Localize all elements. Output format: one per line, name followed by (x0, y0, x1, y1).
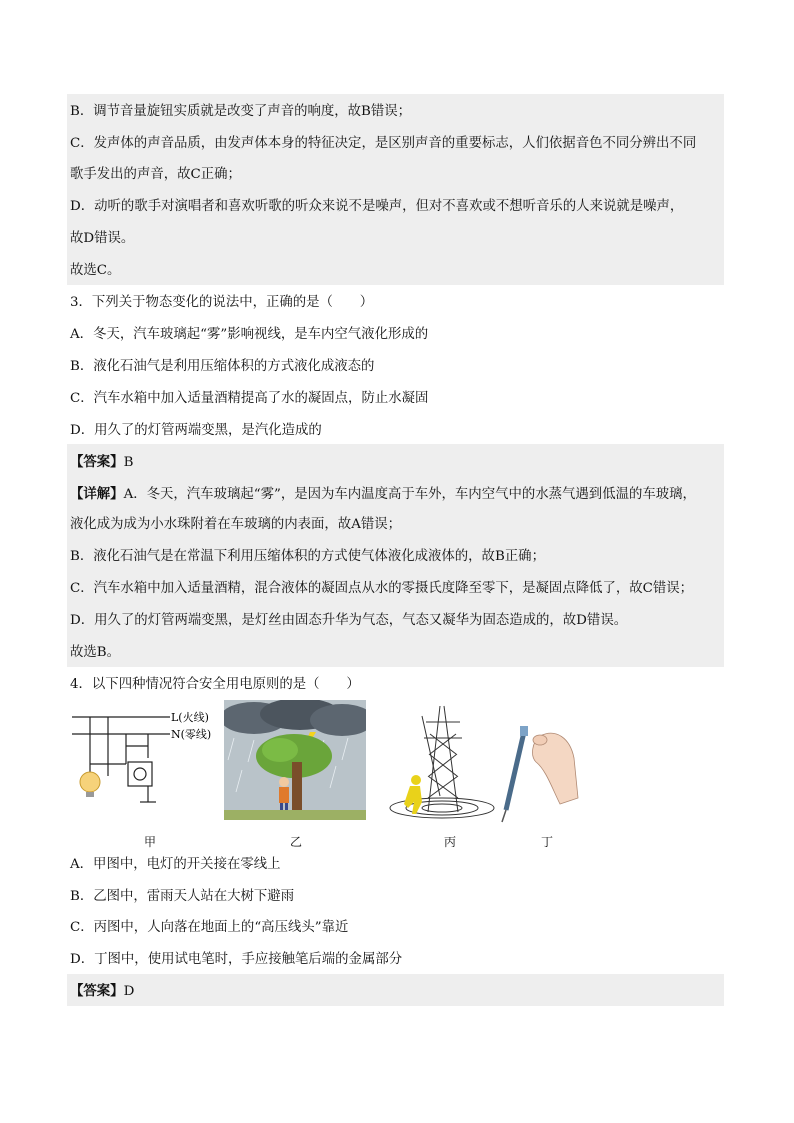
figure-caption-yi: 乙 (290, 835, 303, 849)
detail-line (70, 485, 724, 504)
question-3-option-d: D．用久了的灯管两端变黑，是汽化造成的 (70, 423, 322, 438)
answer-value: B (123, 455, 134, 470)
detail-line: 液化成为成为小水珠附着在车玻璃的内表面，故A错误； (70, 517, 402, 532)
solution-line: 故选C。 (70, 263, 121, 278)
neutral-wire-label: N(零线) (171, 728, 212, 741)
answer-line (70, 453, 724, 472)
question-3-stem: 3．下列关于物态变化的说法中，正确的是（ ） (70, 295, 374, 310)
detail-line: 故选B。 (70, 645, 121, 660)
detail-line: C．汽车水箱中加入适量酒精，混合液体的凝固点从水的零摄氏度降至零下，是凝固点降低了，故C错误； (70, 581, 694, 596)
question-3-option-c: C．汽车水箱中加入适量酒精提高了水的凝固点，防止水凝固 (70, 391, 429, 406)
solution-block-q2 (67, 94, 724, 285)
answer-tag: 【答案】 (70, 983, 124, 999)
question-3-option-b: B．液化石油气是利用压缩体积的方式液化成液态的 (70, 359, 375, 374)
answer-value: D (123, 984, 135, 999)
detail-tag: 【详解】 (70, 486, 124, 502)
detail-line: D．用久了的灯管两端变黑，是灯丝由固态升华为气态，气态又凝华为固态造成的，故D错误。 (70, 613, 628, 628)
detail-text: A．冬天，汽车玻璃起“雾”，是因为车内温度高于车外，车内空气中的水蒸气遇到低温的车玻璃， (123, 487, 696, 502)
answer-line (70, 982, 724, 1001)
figure-caption-ding: 丁 (541, 835, 554, 849)
figure-caption-bing: 丙 (444, 835, 457, 849)
solution-line: B．调节音量旋钮实质就是改变了声音的响度，故B错误； (70, 104, 412, 119)
answer-tag: 【答案】 (70, 454, 124, 470)
circuit-diagram (70, 706, 220, 826)
question-4-stem: 4．以下四种情况符合安全用电原则的是（ ） (70, 677, 360, 692)
detail-line: B．液化石油气是在常温下利用压缩体积的方式使气体液化成液体的，故B正确； (70, 549, 545, 564)
live-wire-label: L(火线) (171, 711, 209, 724)
solution-line: 故D错误。 (70, 231, 135, 246)
question-4-option-a: A．甲图中，电灯的开关接在零线上 (70, 857, 281, 872)
question-4-option-d: D．丁图中，使用试电笔时，手应接触笔后端的金属部分 (70, 952, 403, 967)
test-pen-hand-illustration (500, 718, 580, 824)
question-4-option-b: B．乙图中，雷雨天人站在大树下避雨 (70, 889, 295, 904)
solution-line: C．发声体的声音品质，由发声体本身的特征决定，是区别声音的重要标志，人们依据音色不同分辨出不同 (70, 136, 697, 151)
solution-line: D．动听的歌手对演唱者和喜欢听歌的听众来说不是噪声，但对不喜欢或不想听音乐的人来说就是噪声， (70, 199, 684, 214)
question-3-option-a: A．冬天，汽车玻璃起“雾”影响视线，是车内空气液化形成的 (70, 327, 429, 342)
high-voltage-tower-illustration (386, 704, 498, 824)
question-4-option-c: C．丙图中，人向落在地面上的“高压线头”靠近 (70, 920, 349, 935)
figure-caption-jia: 甲 (144, 835, 157, 849)
solution-line: 歌手发出的声音，故C正确； (70, 167, 241, 182)
thunderstorm-tree-illustration (224, 700, 366, 820)
